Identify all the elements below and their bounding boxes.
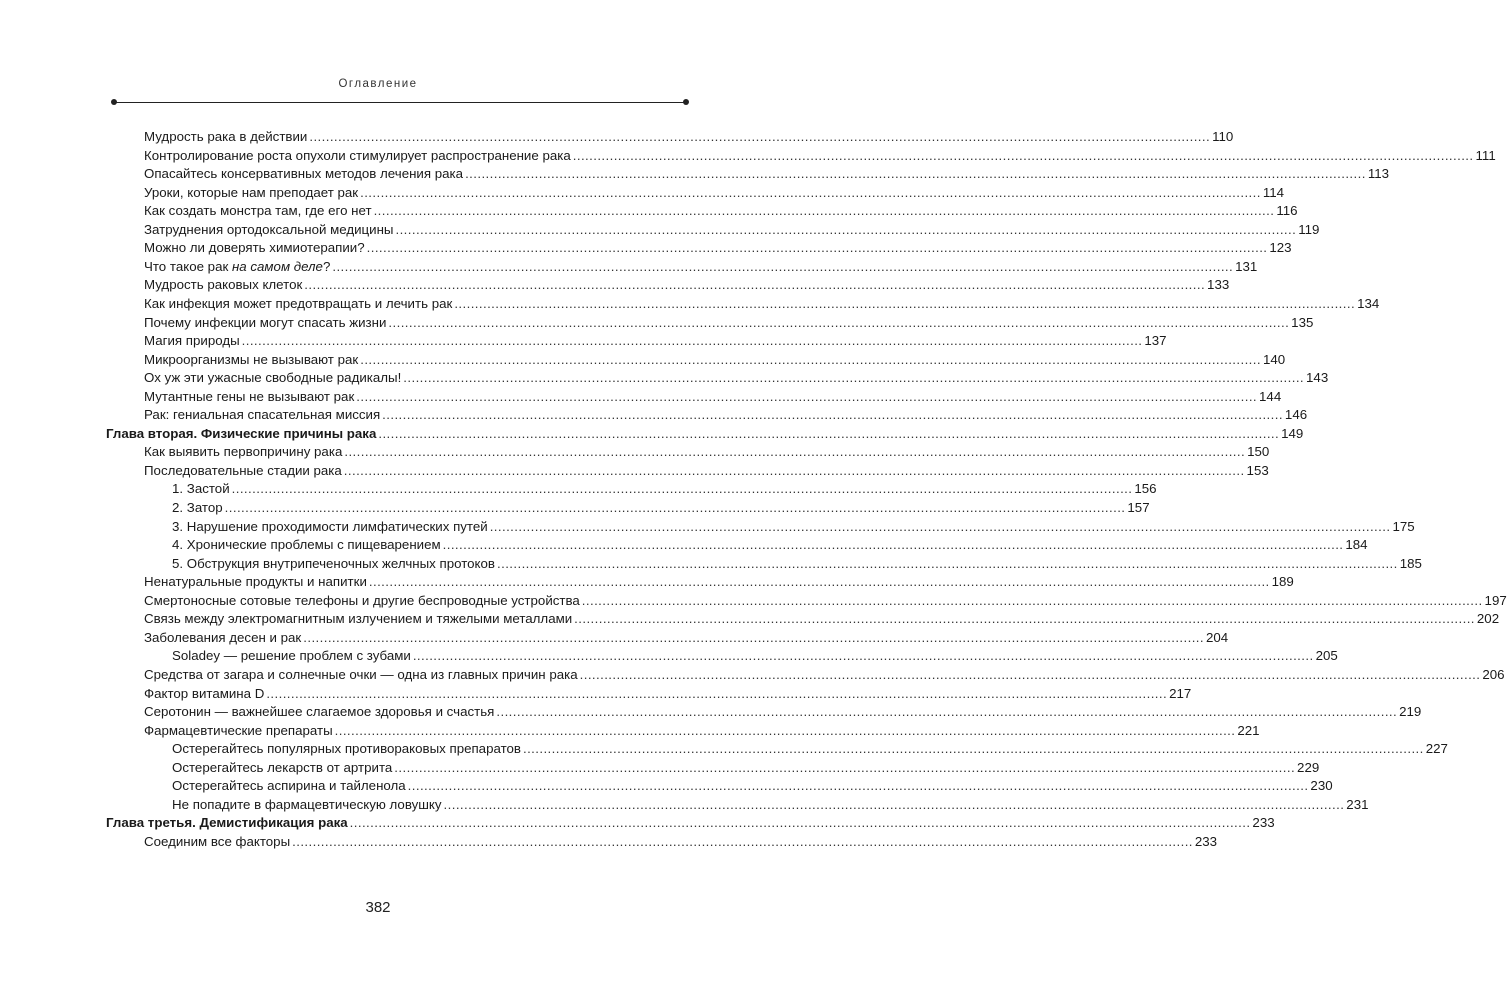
toc-entry (172, 796, 1369, 814)
toc-leader-dots: ............................................................................................................................................................................................................................ (403, 370, 1305, 386)
toc-page-number: 227 (1425, 741, 1448, 757)
toc-page-number: 110 (1212, 129, 1234, 144)
toc-leader-dots: ............................................................................................................................................................................................................................ (266, 685, 1168, 701)
toc-page-number: 202 (1476, 611, 1500, 627)
toc-page-number: 233 (1252, 815, 1275, 831)
toc-page-number: 149 (1281, 425, 1304, 441)
toc-entry (144, 314, 1314, 332)
toc-leader-dots: ............................................................................................................................................................................................................................ (241, 333, 1143, 349)
toc-entry (172, 480, 1157, 498)
toc-page-number: 217 (1169, 685, 1192, 701)
toc-leader-dots: ............................................................................................................................................................................................................................ (395, 221, 1297, 237)
toc-leader-dots: ............................................................................................................................................................................................................................ (349, 815, 1251, 831)
page-number: 382 (365, 899, 391, 916)
toc-page-number: 229 (1297, 759, 1320, 775)
toc-entry (144, 258, 1258, 276)
toc-leader-dots: ............................................................................................................................................................................................................................ (356, 388, 1258, 404)
toc-leader-dots: ............................................................................................................................................................................................................................ (442, 537, 1344, 553)
toc-page-number: 197 (1484, 592, 1507, 608)
toc-leader-dots: ............................................................................................................................................................................................................................ (343, 462, 1245, 478)
toc-entry (144, 685, 1192, 703)
toc-page-number: 134 (1357, 295, 1380, 311)
toc-entry-title: Уроки, которые нам преподает рак (144, 184, 359, 200)
toc-entry (144, 351, 1286, 369)
toc-page-number: 206 (1482, 666, 1505, 682)
toc-entry-title: Средства от загара и солнечные очки — одна из главных причин рака (144, 666, 578, 682)
toc-entry (144, 592, 1507, 610)
toc-leader-dots: ............................................................................................................................................................................................................................ (366, 240, 1268, 256)
toc-entry (172, 518, 1415, 536)
toc-page-number: 131 (1235, 258, 1258, 274)
header-rule (114, 102, 686, 103)
toc-entry (144, 388, 1282, 406)
toc-leader-dots: ............................................................................................................................................................................................................................ (574, 611, 1475, 627)
toc-entry (144, 406, 1308, 424)
toc-entry-title: Ненатуральные продукты и напитки (144, 574, 367, 590)
toc-entry (144, 722, 1260, 740)
toc-page-number: 189 (1271, 574, 1294, 590)
toc-page-number: 233 (1194, 833, 1218, 849)
toc-entry (144, 147, 1496, 165)
toc-entry (172, 499, 1150, 517)
toc-leader-dots: ............................................................................................................................................................................................................................ (334, 722, 1236, 738)
toc-leader-dots: ............................................................................................................................................................................................................................ (581, 592, 1483, 608)
toc-entry-title: Смертоносные сотовые телефоны и другие беспроводные устройства (144, 592, 580, 608)
toc-leader-dots: ............................................................................................................................................................................................................................ (303, 629, 1204, 645)
toc-entry (144, 239, 1292, 257)
toc-leader-dots: ............................................................................................................................................................................................................................ (465, 166, 1366, 182)
toc-page-number: 116 (1276, 203, 1298, 219)
toc-entry-title: 1. Застой (172, 481, 230, 497)
toc-entry-title: Как выявить первопричину рака (144, 444, 343, 460)
toc-entry (172, 555, 1422, 573)
toc-entry-title: Soladey — решение проблем с зубами (172, 648, 411, 664)
toc-entry-title: 5. Обструкция внутрипеченочных желчных протоков (172, 555, 495, 571)
toc-entry-title: Остерегайтесь лекарств от артрита (172, 759, 393, 775)
toc-entry-title: Опасайтесь консервативных методов лечения рака (144, 166, 464, 182)
toc-entry (144, 369, 1329, 387)
toc-leader-dots: ............................................................................................................................................................................................................................ (522, 741, 1424, 757)
toc-entry-title: Как создать монстра там, где его нет (144, 203, 372, 219)
toc-entry (172, 536, 1368, 554)
toc-entry-title: Почему инфекции могут спасать жизни (144, 314, 387, 330)
toc-page-number: 143 (1306, 370, 1329, 386)
toc-entry-title: Рак: гениальная спасательная миссия (144, 407, 381, 423)
running-head: Оглавление (338, 78, 418, 90)
toc-leader-dots: ............................................................................................................................................................................................................................ (360, 184, 1261, 200)
toc-entry-title: Соединим все факторы (144, 833, 291, 849)
toc-entry-title: Микроорганизмы не вызывают рак (144, 351, 359, 367)
toc-entry-title: Мудрость раковых клеток (144, 277, 303, 293)
toc-entry-title: Что такое рак на самом деле? (144, 258, 331, 274)
toc-page-number: 185 (1399, 555, 1422, 571)
toc-entry (144, 703, 1422, 721)
toc-entry-title: Фактор витамина D (144, 685, 265, 701)
toc-entry-title: 4. Хронические проблемы с пищеварением (172, 537, 441, 553)
toc-entry-title: Затруднения ортодоксальной медицины (144, 221, 394, 237)
toc-leader-dots: ............................................................................................................................................................................................................................ (332, 258, 1234, 274)
toc-entry (144, 184, 1285, 202)
toc-entry (144, 610, 1500, 628)
toc-entry (144, 221, 1320, 239)
toc-leader-dots: ............................................................................................................................................................................................................................ (304, 277, 1206, 293)
toc-entry-title: Серотонин — важнейшее слагаемое здоровья и счастья (144, 704, 495, 720)
toc-entry (172, 777, 1333, 795)
toc-entry-title: 2. Затор (172, 500, 223, 515)
toc-leader-dots: ............................................................................................................................................................................................................................ (309, 129, 1211, 144)
toc-page-number: 119 (1298, 221, 1320, 237)
toc-page-number: 144 (1259, 388, 1282, 404)
rule-ornament-right (683, 99, 689, 105)
toc-leader-dots: ............................................................................................................................................................................................................................ (368, 574, 1270, 590)
toc-page-number: 137 (1144, 333, 1167, 349)
toc-entry-title: Контролирование роста опухоли стимулирует распространение рака (144, 147, 571, 163)
toc-entry-title: Как инфекция может предотвращать и лечить рак (144, 295, 453, 311)
toc-entry (144, 443, 1270, 461)
toc-leader-dots: ............................................................................................................................................................................................................................ (443, 796, 1345, 812)
toc-leader-dots: ............................................................................................................................................................................................................................ (378, 425, 1280, 441)
toc-page-number: 140 (1262, 351, 1286, 367)
toc-page-number: 205 (1315, 648, 1338, 664)
toc-leader-dots: ............................................................................................................................................................................................................................ (224, 500, 1126, 515)
toc-entry (144, 462, 1269, 480)
toc-entry (144, 128, 1234, 146)
toc-chapter-entry (106, 814, 1275, 832)
toc-entry-title: Ох уж эти ужасные свободные радикалы! (144, 370, 402, 386)
toc-entry (144, 295, 1380, 313)
toc-leader-dots: ............................................................................................................................................................................................................................ (572, 147, 1474, 163)
toc-page-number: 113 (1367, 166, 1390, 182)
toc-page-number: 175 (1392, 518, 1415, 534)
toc-page-number: 135 (1291, 314, 1314, 330)
toc-entry-title: Остерегайтесь популярных противораковых препаратов (172, 741, 521, 757)
toc-entry (144, 629, 1229, 647)
toc-chapter-entry (106, 425, 1304, 443)
toc-page-number: 153 (1246, 462, 1269, 478)
toc-page-number: 133 (1207, 277, 1230, 293)
toc-entry-title: Магия природы (144, 333, 240, 349)
toc-leader-dots: ............................................................................................................................................................................................................................ (292, 833, 1193, 849)
toc-page-number: 114 (1262, 184, 1285, 200)
toc-entry (144, 332, 1167, 350)
toc-entry (144, 666, 1505, 684)
toc-page-number: 123 (1269, 240, 1292, 256)
toc-leader-dots: ............................................................................................................................................................................................................................ (407, 778, 1309, 794)
toc-entry-title: Фармацевтические препараты (144, 722, 333, 738)
toc-leader-dots: ............................................................................................................................................................................................................................ (579, 666, 1481, 682)
toc-entry-title: Глава третья. Демистификация рака (106, 815, 348, 831)
toc-entry-title: Глава вторая. Физические причины рака (106, 425, 377, 441)
toc-entry-title: Можно ли доверять химиотерапии? (144, 240, 365, 256)
toc-page-number: 204 (1206, 629, 1229, 645)
toc-entry (172, 647, 1338, 665)
toc-leader-dots: ............................................................................................................................................................................................................................ (382, 407, 1283, 423)
toc-leader-dots: ............................................................................................................................................................................................................................ (412, 648, 1314, 664)
toc-page-number: 156 (1134, 481, 1157, 497)
toc-entry-title: Последовательные стадии рака (144, 462, 342, 478)
toc-page-number: 219 (1399, 704, 1422, 720)
toc-page-number: 184 (1345, 537, 1368, 553)
toc-leader-dots: ............................................................................................................................................................................................................................ (497, 555, 1398, 571)
toc-entry-title: Связь между электромагнитным излучением и тяжелыми металлами (144, 611, 573, 627)
toc-entry-title: 3. Нарушение проходимости лимфатических путей (172, 518, 488, 534)
toc-entry (144, 833, 1218, 851)
toc-entry-title: Остерегайтесь аспирина и тайленола (172, 778, 406, 794)
toc-entry (144, 573, 1294, 591)
toc-page-number: 221 (1237, 722, 1260, 738)
toc-page-number: 146 (1284, 407, 1308, 423)
toc-page-number: 231 (1346, 796, 1369, 812)
toc-leader-dots: ............................................................................................................................................................................................................................ (360, 351, 1261, 367)
toc-leader-dots: ............................................................................................................................................................................................................................ (344, 444, 1246, 460)
toc-leader-dots: ............................................................................................................................................................................................................................ (496, 704, 1398, 720)
toc-leader-dots: ............................................................................................................................................................................................................................ (373, 203, 1275, 219)
toc-leader-dots: ............................................................................................................................................................................................................................ (489, 518, 1391, 534)
toc-leader-dots: ............................................................................................................................................................................................................................ (231, 481, 1133, 497)
toc-leader-dots: ............................................................................................................................................................................................................................ (388, 314, 1290, 330)
toc-entry (144, 202, 1298, 220)
toc-entry-title: Мутантные гены не вызывают рак (144, 388, 355, 404)
toc-page-number: 230 (1310, 778, 1333, 794)
toc-page-number: 111 (1475, 147, 1496, 163)
toc-leader-dots: ............................................................................................................................................................................................................................ (454, 295, 1356, 311)
toc-entry (172, 740, 1448, 758)
rule-ornament-left (111, 99, 117, 105)
toc-entry (144, 165, 1390, 183)
toc-entry (144, 276, 1230, 294)
toc-entry-title: Не попадите в фармацевтическую ловушку (172, 796, 442, 812)
toc-page-number: 157 (1127, 500, 1150, 515)
toc-entry (172, 759, 1320, 777)
toc-entry-title: Мудрость рака в действии (144, 129, 308, 144)
toc-leader-dots: ............................................................................................................................................................................................................................ (394, 759, 1296, 775)
toc-entry-title: Заболевания десен и рак (144, 629, 302, 645)
toc-page-number: 150 (1247, 444, 1270, 460)
